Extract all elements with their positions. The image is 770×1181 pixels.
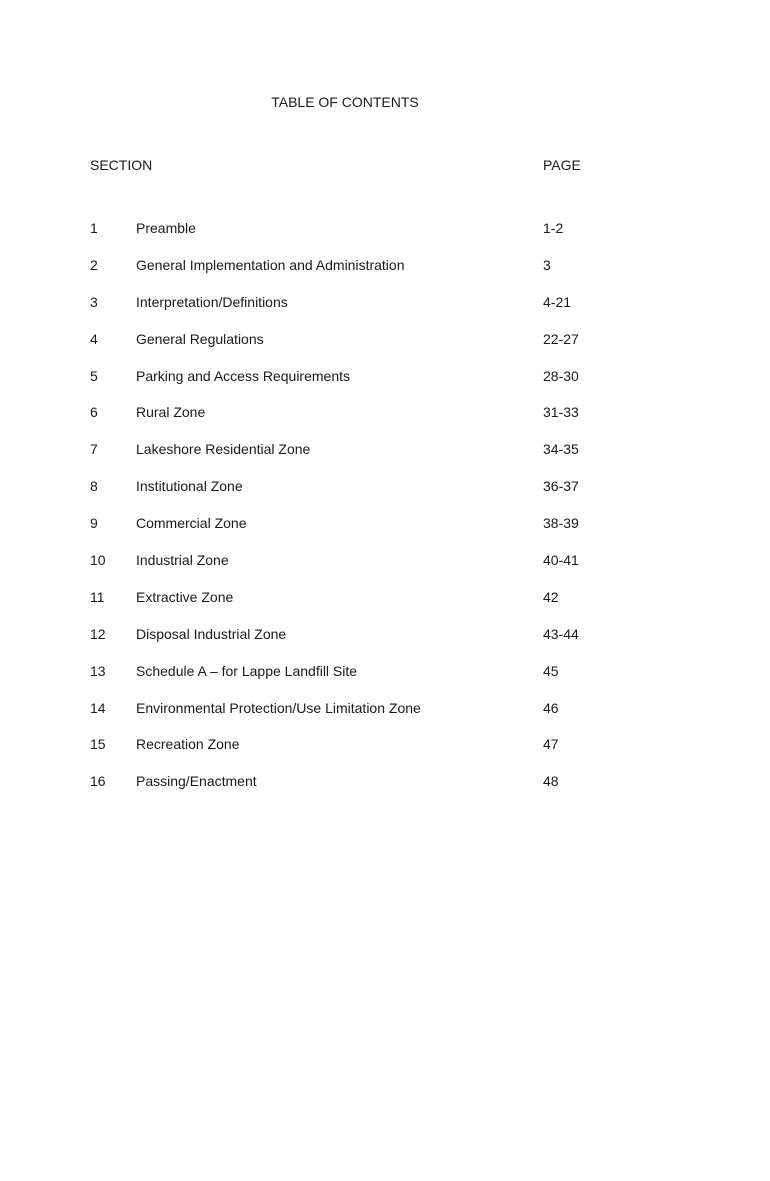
section-number: 6 <box>90 404 98 421</box>
section-name: General Implementation and Administration <box>136 256 405 273</box>
section-number: 9 <box>90 515 98 532</box>
toc-row <box>0 220 770 257</box>
toc-row <box>0 700 770 737</box>
section-name: Recreation Zone <box>136 736 240 753</box>
page-column-header: PAGE <box>543 157 581 173</box>
section-name: Disposal Industrial Zone <box>136 625 287 642</box>
section-page: 31-33 <box>543 404 579 421</box>
section-page: 38-39 <box>543 515 579 532</box>
section-page: 47 <box>543 736 559 753</box>
section-name: Schedule A – for Lappe Landfill Site <box>136 662 358 679</box>
section-name: Interpretation/Definitions <box>136 293 288 310</box>
section-name: Extractive Zone <box>136 588 234 605</box>
section-name: Institutional Zone <box>136 478 243 495</box>
toc-row <box>0 368 770 405</box>
section-number: 8 <box>90 478 98 495</box>
section-name: Environmental Protection/Use Limitation Zone <box>136 699 421 716</box>
section-page: 1-2 <box>543 220 564 236</box>
toc-title: TABLE OF CONTENTS <box>271 94 419 110</box>
toc-row <box>0 736 770 773</box>
toc-row <box>0 331 770 368</box>
toc-row <box>0 404 770 441</box>
toc-row <box>0 441 770 478</box>
section-page: 36-37 <box>543 478 579 495</box>
toc-row <box>0 663 770 700</box>
toc-row <box>0 257 770 294</box>
toc-row <box>0 773 770 810</box>
toc-row <box>0 515 770 552</box>
toc-row <box>0 626 770 663</box>
section-number: 4 <box>90 330 98 347</box>
toc-row <box>0 294 770 331</box>
section-number: 14 <box>90 699 106 716</box>
section-page: 40-41 <box>543 552 579 569</box>
section-name: Commercial Zone <box>136 515 247 532</box>
section-name: Industrial Zone <box>136 552 229 569</box>
toc-entries <box>0 220 770 810</box>
section-name: Lakeshore Residential Zone <box>136 441 311 458</box>
section-page: 3 <box>543 256 551 273</box>
section-page: 48 <box>543 773 559 790</box>
section-number: 16 <box>90 773 106 790</box>
section-page: 43-44 <box>543 625 579 642</box>
section-page: 22-27 <box>543 330 579 347</box>
section-column-header: SECTION <box>90 157 153 173</box>
section-number: 1 <box>90 220 98 236</box>
section-number: 2 <box>90 256 98 273</box>
section-page: 46 <box>543 699 559 716</box>
section-name: Rural Zone <box>136 404 206 421</box>
toc-row <box>0 478 770 515</box>
section-number: 3 <box>90 293 98 310</box>
section-number: 10 <box>90 552 106 569</box>
section-number: 12 <box>90 625 106 642</box>
section-name: General Regulations <box>136 330 264 347</box>
section-name: Preamble <box>136 220 196 236</box>
section-name: Parking and Access Requirements <box>136 367 350 384</box>
section-page: 28-30 <box>543 367 579 384</box>
section-page: 42 <box>543 588 559 605</box>
toc-row <box>0 552 770 589</box>
toc-row <box>0 589 770 626</box>
section-number: 5 <box>90 367 98 384</box>
section-number: 11 <box>90 588 105 605</box>
section-page: 4-21 <box>543 293 572 310</box>
section-page: 34-35 <box>543 441 579 458</box>
section-page: 45 <box>543 662 559 679</box>
section-number: 7 <box>90 441 98 458</box>
section-number: 15 <box>90 736 106 753</box>
section-name: Passing/Enactment <box>136 773 257 790</box>
section-number: 13 <box>90 662 106 679</box>
